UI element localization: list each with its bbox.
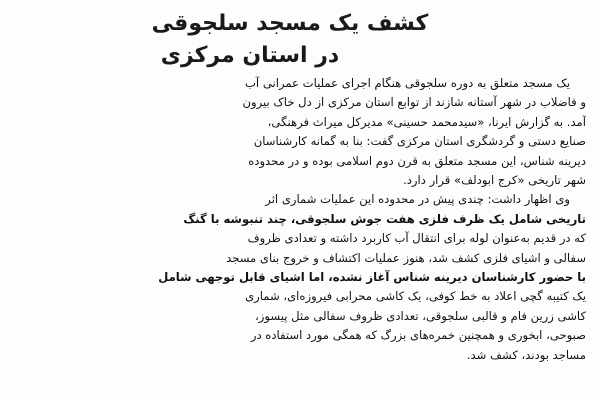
body-line: شهر تاریخی «کرج ابودلف» قرار دارد. <box>403 173 586 188</box>
body-line: با حضور کارشناسان دیرینه شناس آغاز نشده، اما اشیای قابل توجهی شامل <box>158 270 586 285</box>
body-line: کاشی زرین فام و قالبی سلجوقی، تعدادی ظروف سفالی مثل پیسوز، <box>255 308 586 323</box>
body-line: و فاضلاب در شهر آستانه شازند از توابع استان مرکزی از دل خاک بیرون <box>242 95 586 110</box>
body-line: یک مسجد متعلق به دوره سلجوقی هنگام اجرای عملیات عمرانی آب <box>245 76 570 90</box>
headline <box>130 8 450 72</box>
body-line: وی اظهار داشت: چندی پیش در محدوده این عملیات شماری اثر <box>265 192 570 207</box>
body-line: سفالی و اشیای فلزی کشف شد، هنوز عملیات اکتشاف و خروج بنای مسجد <box>226 250 586 265</box>
body-line: صبوحی، ابخوری و همچنین خمره‌های بزرگ که همگی مورد استفاده در <box>250 328 586 343</box>
body-line: دیرینه شناس، این مسجد متعلق به قرن دوم اسلامی بوده و در محدوده <box>248 153 586 168</box>
article-body <box>14 74 586 365</box>
body-line: که در قدیم به‌عنوان لوله برای انتقال آب کاربرد داشته و تعدادی ظروف <box>247 231 586 246</box>
body-line: صنایع دستی و گردشگری استان مرکزی گفت: بنا به گمانه کارشناسان <box>253 134 586 149</box>
body-line: مساجد بودند، کشف شد. <box>466 347 586 362</box>
headline-line-2: در استان مرکزی <box>160 43 340 68</box>
body-line: تاریخی شامل یک ظرف فلزی هفت جوش سلجوقی، چند تنبوشه با گنگ <box>183 211 586 226</box>
body-line: آمد. به گزارش ایرنا، «سیدمحمد حسینی» مدیرکل میراث فرهنگی، <box>267 114 586 129</box>
body-line: یک کتیبه گچی اعلاد به خط کوفی، یک کاشی محرابی فیروزه‌ای، شماری <box>245 289 586 304</box>
headline-line-1: کشف یک مسجد سلجوقی <box>151 11 429 36</box>
